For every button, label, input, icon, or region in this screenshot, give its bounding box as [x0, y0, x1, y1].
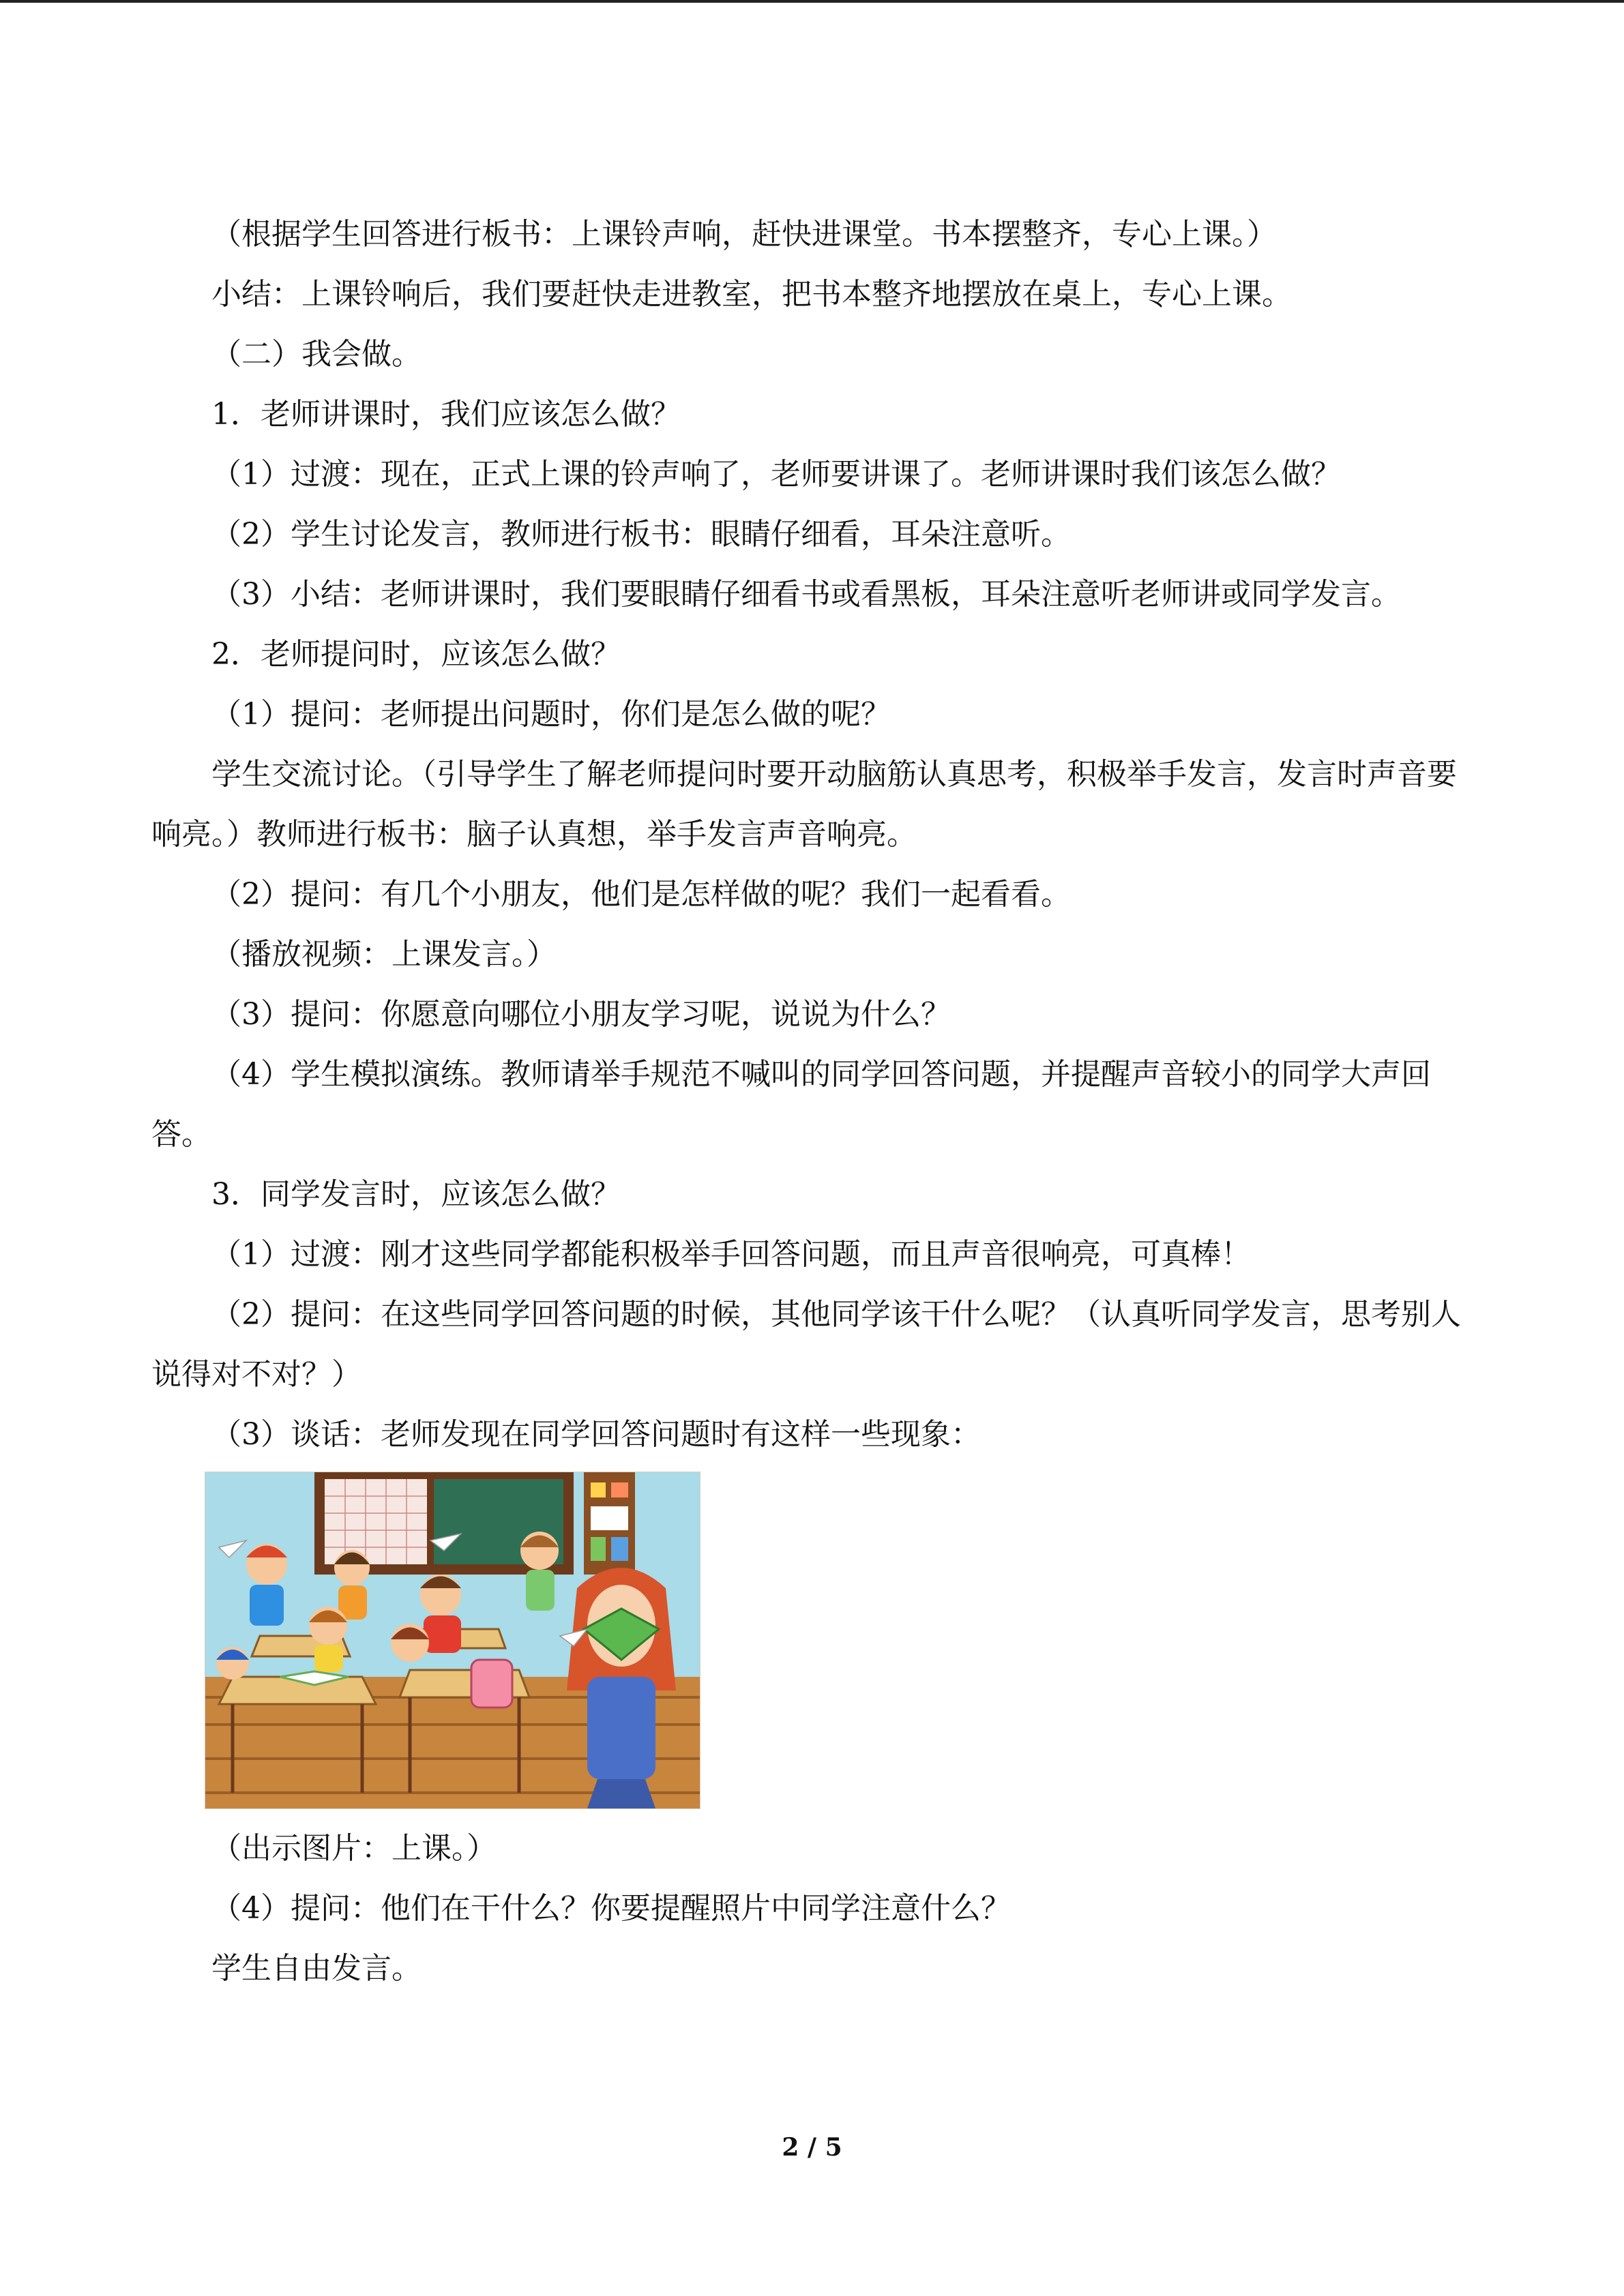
paragraph: 学生交流讨论。（引导学生了解老师提问时要开动脑筋认真思考，积极举手发言，发言时声音要响亮。）教师进行板书：脑子认真想，举手发言声音响亮。	[151, 757, 1457, 852]
paragraph: 小结：上课铃响后，我们要赶快走进教室，把书本整齐地摆放在桌上，专心上课。	[211, 277, 1292, 312]
paragraph: （1）过渡：刚才这些同学都能积极举手回答问题，而且声音很响亮，可真棒！	[211, 1237, 1251, 1272]
paragraph: 1．老师讲课时，我们应该怎么做？	[211, 397, 681, 432]
paragraph: （1）提问：老师提出问题时，你们是怎么做的呢？	[211, 697, 891, 732]
paragraph: （出示图片：上课。）	[211, 1831, 497, 1866]
paragraph: 学生自由发言。	[211, 1951, 422, 1986]
paragraph: 2．老师提问时，应该怎么做？	[211, 637, 621, 672]
paragraph: （3）小结：老师讲课时，我们要眼睛仔细看书或看黑板，耳朵注意听老师讲或同学发言。	[211, 577, 1401, 612]
paragraph: （二）我会做。	[211, 337, 422, 372]
paragraph: （4）提问：他们在干什么？你要提醒照片中同学注意什么？	[211, 1891, 1011, 1926]
paragraph: （2）提问：有几个小朋友，他们是怎样做的呢？我们一起看看。	[211, 877, 1071, 912]
paragraph: （2）提问：在这些同学回答问题的时候，其他同学该干什么呢？（认真听同学发言，思考别人说得对不对？）	[151, 1297, 1461, 1392]
top-border-line	[0, 0, 1624, 3]
classroom-illustration-svg	[205, 1472, 700, 1808]
paragraph: （根据学生回答进行板书：上课铃声响，赶快进课堂。书本摆整齐，专心上课。）	[211, 217, 1277, 252]
paragraph: 3．同学发言时，应该怎么做？	[211, 1177, 621, 1212]
paragraph: （1）过渡：现在，正式上课的铃声响了，老师要讲课了。老师讲课时我们该怎么做？	[211, 457, 1341, 492]
paragraph: （3）谈话：老师发现在同学回答问题时有这样一些现象：	[211, 1417, 981, 1452]
document-body	[151, 205, 1481, 1999]
classroom-illustration	[205, 1472, 700, 1809]
paragraph: （2）学生讨论发言，教师进行板书：眼睛仔细看，耳朵注意听。	[211, 517, 1071, 552]
page-number: 2 / 5	[782, 2133, 842, 2162]
paragraph: （4）学生模拟演练。教师请举手规范不喊叫的同学回答问题，并提醒声音较小的同学大声回答。	[151, 1057, 1431, 1152]
paragraph: （3）提问：你愿意向哪位小朋友学习呢，说说为什么？	[211, 997, 951, 1032]
paragraph: （播放视频：上课发言。）	[211, 937, 557, 972]
